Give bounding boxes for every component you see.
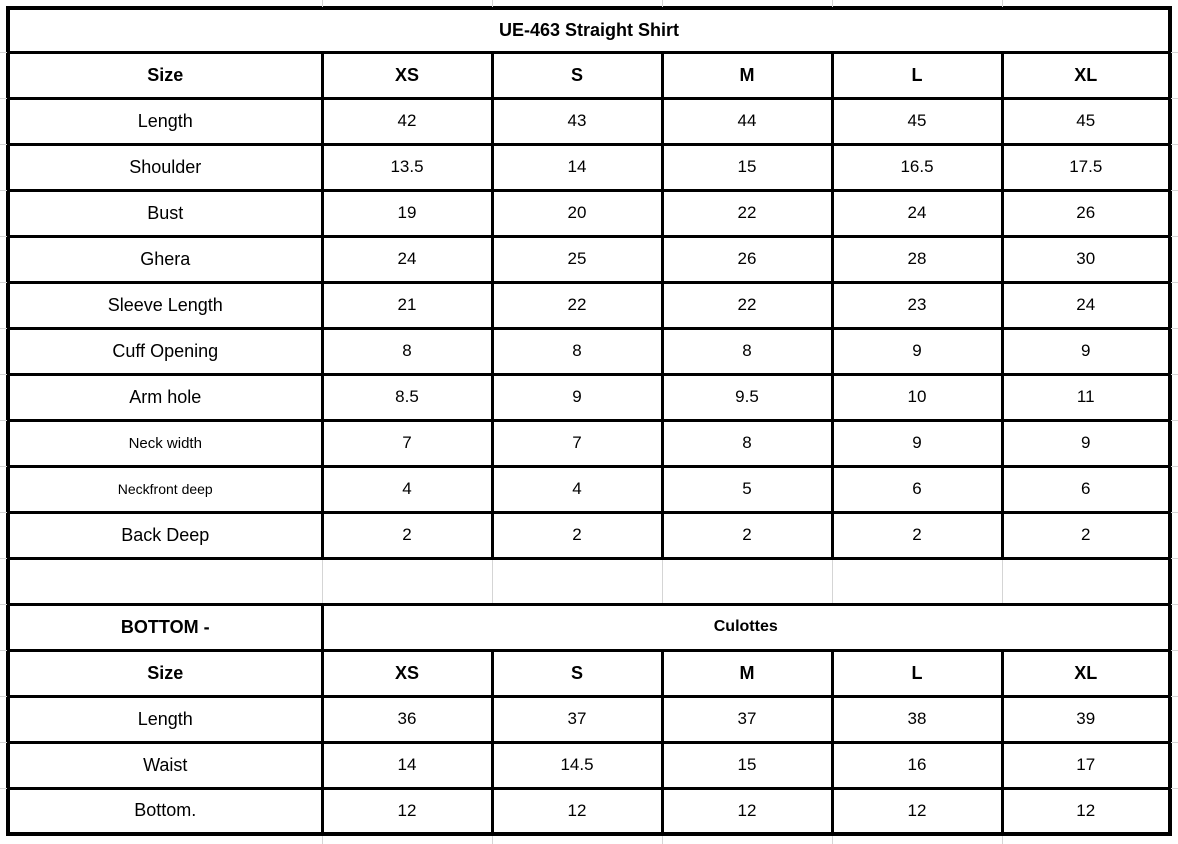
- cell-value: 22: [492, 282, 662, 328]
- sheet-gridline: [1171, 466, 1178, 467]
- cell-value: 17.5: [1002, 144, 1170, 190]
- empty-row: [8, 558, 1170, 604]
- table-row: [8, 144, 1170, 190]
- cell-value: 10: [832, 374, 1002, 420]
- cell-value: 9: [1002, 420, 1170, 466]
- cell-value: 19: [322, 190, 492, 236]
- sheet-gridline: [492, 0, 493, 7]
- column-header-xl: XL: [1002, 650, 1170, 696]
- sheet-gridline: [1171, 696, 1178, 697]
- sheet-gridline: [322, 836, 323, 844]
- cell-value: 37: [492, 696, 662, 742]
- cell-value: 12: [322, 788, 492, 834]
- cell-value: 44: [662, 98, 832, 144]
- cell-value: 30: [1002, 236, 1170, 282]
- table-row: [8, 512, 1170, 558]
- sheet-gridline: [1171, 374, 1178, 375]
- sheet-gridline: [0, 696, 7, 697]
- cell-value: 12: [492, 788, 662, 834]
- cell-value: 20: [492, 190, 662, 236]
- sheet-gridline: [832, 0, 833, 7]
- empty-cell: [1002, 558, 1170, 604]
- cell-value: 4: [322, 466, 492, 512]
- cell-value: 25: [492, 236, 662, 282]
- sheet-gridline: [832, 836, 833, 844]
- sheet-gridline: [1171, 328, 1178, 329]
- cell-value: 14: [492, 144, 662, 190]
- sheet-gridline: [1002, 836, 1003, 844]
- column-header-xs: XS: [322, 52, 492, 98]
- row-label: Bottom.: [8, 788, 322, 834]
- table-row: [8, 328, 1170, 374]
- cell-value: 9: [1002, 328, 1170, 374]
- table-row: [8, 190, 1170, 236]
- row-label: Arm hole: [8, 374, 322, 420]
- cell-value: 43: [492, 98, 662, 144]
- cell-value: 45: [1002, 98, 1170, 144]
- row-label: Back Deep: [8, 512, 322, 558]
- cell-value: 8: [662, 328, 832, 374]
- empty-cell: [662, 558, 832, 604]
- cell-value: 9: [492, 374, 662, 420]
- cell-value: 42: [322, 98, 492, 144]
- cell-value: 14.5: [492, 742, 662, 788]
- chart-title: UE-463 Straight Shirt: [8, 8, 1170, 52]
- sheet-gridline: [0, 466, 7, 467]
- sheet-gridline: [662, 0, 663, 7]
- cell-value: 9.5: [662, 374, 832, 420]
- cell-value: 26: [1002, 190, 1170, 236]
- cell-value: 16.5: [832, 144, 1002, 190]
- cell-value: 5: [662, 466, 832, 512]
- cell-value: 17: [1002, 742, 1170, 788]
- size-chart-table: [6, 6, 1172, 836]
- cell-value: 8: [662, 420, 832, 466]
- cell-value: 36: [322, 696, 492, 742]
- table-row: [8, 650, 1170, 696]
- table-row: [8, 282, 1170, 328]
- row-label: Ghera: [8, 236, 322, 282]
- table-row: [8, 236, 1170, 282]
- empty-cell: [492, 558, 662, 604]
- sheet-gridline: [0, 650, 7, 651]
- column-header-s: S: [492, 52, 662, 98]
- cell-value: 45: [832, 98, 1002, 144]
- table-row: [8, 420, 1170, 466]
- row-label: Cuff Opening: [8, 328, 322, 374]
- cell-value: 4: [492, 466, 662, 512]
- cell-value: 9: [832, 420, 1002, 466]
- cell-value: 13.5: [322, 144, 492, 190]
- cell-value: 2: [322, 512, 492, 558]
- column-header-size: Size: [8, 650, 322, 696]
- sheet-gridline: [0, 420, 7, 421]
- sheet-gridline: [1171, 420, 1178, 421]
- sheet-gridline: [0, 328, 7, 329]
- row-label: Length: [8, 98, 322, 144]
- cell-value: 15: [662, 144, 832, 190]
- column-header-m: M: [662, 650, 832, 696]
- row-label: Length: [8, 696, 322, 742]
- cell-value: 8.5: [322, 374, 492, 420]
- sheet-gridline: [0, 282, 7, 283]
- table-row: [8, 98, 1170, 144]
- row-label: Shoulder: [8, 144, 322, 190]
- sheet-gridline: [0, 558, 7, 559]
- cell-value: 26: [662, 236, 832, 282]
- cell-value: 24: [832, 190, 1002, 236]
- cell-value: 11: [1002, 374, 1170, 420]
- cell-value: 38: [832, 696, 1002, 742]
- column-header-m: M: [662, 52, 832, 98]
- sheet-gridline: [0, 144, 7, 145]
- column-header-l: L: [832, 52, 1002, 98]
- row-label: Neckfront deep: [8, 466, 322, 512]
- sheet-gridline: [1171, 742, 1178, 743]
- sheet-gridline: [0, 236, 7, 237]
- sheet-gridline: [1171, 604, 1178, 605]
- sheet-gridline: [1171, 650, 1178, 651]
- cell-value: 22: [662, 282, 832, 328]
- column-header-xl: XL: [1002, 52, 1170, 98]
- section-value: Culottes: [322, 604, 1170, 650]
- cell-value: 2: [832, 512, 1002, 558]
- sheet-gridline: [0, 512, 7, 513]
- column-header-size: Size: [8, 52, 322, 98]
- sheet-gridline: [0, 190, 7, 191]
- sheet-gridline: [662, 836, 663, 844]
- sheet-gridline: [1171, 144, 1178, 145]
- cell-value: 12: [662, 788, 832, 834]
- sheet-gridline: [1171, 788, 1178, 789]
- cell-value: 23: [832, 282, 1002, 328]
- cell-value: 22: [662, 190, 832, 236]
- sheet-gridline: [0, 742, 7, 743]
- cell-value: 8: [492, 328, 662, 374]
- sheet-gridline: [1171, 236, 1178, 237]
- empty-cell: [8, 558, 322, 604]
- cell-value: 37: [662, 696, 832, 742]
- table-row: [8, 374, 1170, 420]
- cell-value: 6: [832, 466, 1002, 512]
- table-row: [8, 604, 1170, 650]
- empty-cell: [832, 558, 1002, 604]
- cell-value: 16: [832, 742, 1002, 788]
- sheet-gridline: [0, 374, 7, 375]
- sheet-gridline: [1171, 190, 1178, 191]
- row-label: Sleeve Length: [8, 282, 322, 328]
- table-row: [8, 742, 1170, 788]
- cell-value: 15: [662, 742, 832, 788]
- cell-value: 7: [322, 420, 492, 466]
- sheet-gridline: [1171, 98, 1178, 99]
- table-row: [8, 8, 1170, 52]
- cell-value: 39: [1002, 696, 1170, 742]
- table-row: [8, 696, 1170, 742]
- sheet-gridline: [1171, 52, 1178, 53]
- sheet-gridline: [322, 0, 323, 7]
- cell-value: 12: [832, 788, 1002, 834]
- cell-value: 24: [1002, 282, 1170, 328]
- cell-value: 2: [662, 512, 832, 558]
- column-header-xs: XS: [322, 650, 492, 696]
- section-label: BOTTOM -: [8, 604, 322, 650]
- cell-value: 24: [322, 236, 492, 282]
- table-row: [8, 466, 1170, 512]
- sheet-gridline: [492, 836, 493, 844]
- cell-value: 7: [492, 420, 662, 466]
- sheet-gridline: [0, 788, 7, 789]
- row-label: Bust: [8, 190, 322, 236]
- cell-value: 2: [492, 512, 662, 558]
- sheet-gridline: [0, 604, 7, 605]
- cell-value: 28: [832, 236, 1002, 282]
- table-row: [8, 52, 1170, 98]
- sheet-gridline: [1171, 512, 1178, 513]
- cell-value: 9: [832, 328, 1002, 374]
- row-label: Neck width: [8, 420, 322, 466]
- sheet-gridline: [1002, 0, 1003, 7]
- cell-value: 14: [322, 742, 492, 788]
- row-label: Waist: [8, 742, 322, 788]
- table-row: [8, 788, 1170, 834]
- cell-value: 21: [322, 282, 492, 328]
- column-header-l: L: [832, 650, 1002, 696]
- cell-value: 12: [1002, 788, 1170, 834]
- cell-value: 2: [1002, 512, 1170, 558]
- sheet-gridline: [0, 98, 7, 99]
- cell-value: 8: [322, 328, 492, 374]
- sheet-gridline: [1171, 282, 1178, 283]
- sheet-gridline: [0, 52, 7, 53]
- sheet-gridline: [1171, 558, 1178, 559]
- empty-cell: [322, 558, 492, 604]
- cell-value: 6: [1002, 466, 1170, 512]
- column-header-s: S: [492, 650, 662, 696]
